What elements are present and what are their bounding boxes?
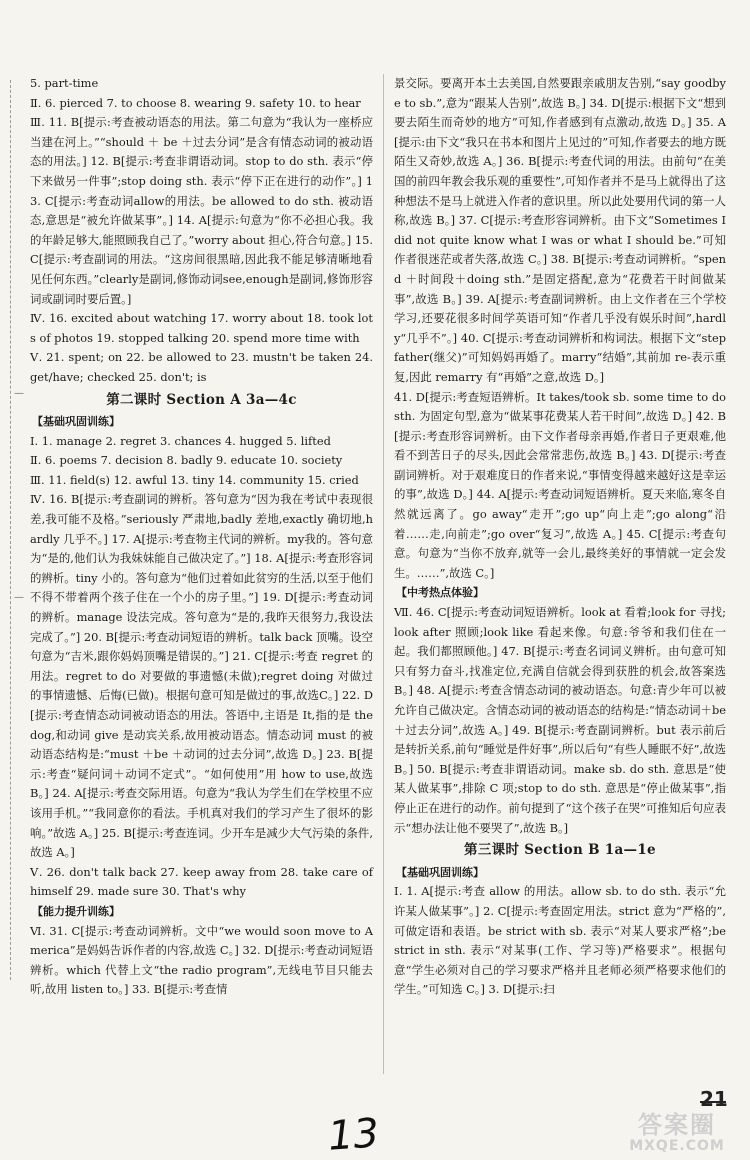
section-exam-hotspot: 【中考热点体验】	[396, 586, 484, 600]
answer-para: Ⅲ. 11. field(s) 12. awful 13. tiny 14. community 15. cried	[30, 472, 359, 487]
answer-para: 5. part-time	[30, 76, 99, 90]
section-ability-training: 【能力提升训练】	[32, 904, 120, 918]
binding-dashed-line	[10, 80, 11, 980]
answer-para: Ⅳ. 16. excited about watching 17. worry about 18. took lots of photos 19. stopped talking 20. spend more time with	[30, 311, 373, 345]
answer-para: Ⅶ. 46. C[提示:考查动词短语辨析。look at 看着;look for 寻找;look after 照顾;look like 看起来像。句意:爷爷和我们住在一起。我们都照顾他。] 47. B[提示:考查名词词义辨析。由句意可知只有努力奋斗,找准定位,充满自信就会得到获胜的机会,故答案选 B。] 48. A[提示:考查含情态动词的被动语态。句意:青少年可以被允许自己做决定。含情态动词的被动语态的结构是:“情态动词＋be＋过去分词”,故选 A。] 49. B[提示:考查副词辨析。but 表示前后是转折关系,前句“睡觉是件好事”,所以后句“有些人睡眠不好”,故选 B。] 50. B[提示:考查非谓语动词。make sb. do sth. 意思是“使某人做某事”,排除 C 项;stop to do sth. 意思是“停止做某事”,指停止正在进行的动作。前句提到了“这个孩子在哭”可推知后句应表示“想办法让他不要哭了”,故选 B。]	[394, 605, 726, 835]
answer-para: Ⅵ. 31. C[提示:考查动词辨析。文中“we would soon move to America”是妈妈告诉作者的内容,故选 C。] 32. D[提示:考查动词短语辨析。which 代替上文“the radio program”,无线电节目只能去听,故用 listen to。] 33. B[提示:考查情	[30, 923, 373, 997]
answer-para: Ⅳ. 16. B[提示:考查副词的辨析。答句意为“因为我在考试中表现很差,我可能不及格。”seriously 严肃地,badly 差地,exactly 确切地,hardly 几乎不。] 17. A[提示:考查物主代词的辨析。my我的。答句意为“是的,他们认为我妹妹能自己做决定了。”] 18. A[提示:考查形容词的辨析。tiny 小的。答句意为“他们过着如此贫穷的生活,以至于他们不得不带着两个孩子住在一个小的房子里。”] 19. D[提示:考查动词的辨析。manage 设法完成。答句意为“是的,我昨天很努力,我设法完成了。”] 20. B[提示:考查动词短语的辨析。talk back 顶嘴。设空句意为“吉米,跟你妈妈顶嘴是错误的。”] 21. C[提示:考查 regret 的用法。regret to do 对要做的事遗憾(未做);regret doing 对做过的事情遗憾、后悔(已做)。根据句意可知是做过的事,故选C。] 22. D[提示:考查情态动词被动语态的用法。答语中,主语是 It,指的是 the dog,和动词 give 是动宾关系,故用被动语态。情态动词 must 的被动语态结构是:“must ＋be ＋动词的过去分词”,故选 D。] 23. B[提示:考查“疑问词＋动词不定式”。“如何使用”用 how to use,故选 B。] 24. A[提示:考查交际用语。句意为“我认为学生们在学校里不应该用手机。”“我同意你的看法。手机真对我们的学习产生了很坏的影响。”故选 A。] 25. B[提示:考查连词。少开车是减少大气污染的条件,故选 A。]	[30, 492, 373, 860]
answer-para: Ⅲ. 11. B[提示:考查被动语态的用法。第二句意为“我认为一座桥应当建在河上。”“should ＋ be ＋过去分词”是含有情态动词的被动语态的用法。] 12. B[提示:考查非谓语动词。stop to do sth. 表示“停下来做另一件事”;stop doing sth. 表示“停下正在进行的动作”。] 13. C[提示:考查动词allow的用法。be allowed to do sth. 被动语态,意思是“被允许做某事”。] 14. A[提示:句意为“你不必担心我。我的年龄足够大,能照顾我自己了。”worry about 担心,符合句意。] 15. C[提示:考查副词的用法。“这房间很黑暗,因此我不能足够清晰地看见任何东西。”clearly是副词,修饰动词see,enough是副词,修饰形容词或副词时要后置。]	[30, 115, 373, 306]
answer-para: Ⅱ. 6. pierced 7. to choose 8. wearing 9. safety 10. to hear	[30, 95, 361, 110]
answer-para: Ⅱ. 6. poems 7. decision 8. badly 9. educate 10. society	[30, 453, 343, 468]
answer-para: Ⅰ. 1. manage 2. regret 3. chances 4. hugged 5. lifted	[30, 433, 331, 448]
column-divider	[383, 74, 384, 1074]
watermark-glyphs: 答案圈	[638, 1111, 716, 1139]
left-column	[30, 74, 373, 1000]
answer-para: Ⅴ. 21. spent; on 22. be allowed to 23. mustn't be taken 24. get/have; checked 25. don't; is	[30, 350, 373, 384]
watermark-logo	[612, 1112, 742, 1154]
answer-para: Ⅴ. 26. don't talk back 27. keep away from 28. take care of himself 29. made sure 30. That's why	[30, 864, 373, 899]
binding-mark: —	[14, 388, 24, 399]
page-number: 21	[700, 1087, 728, 1111]
lesson-2-title: 第二课时 Section A 3a—4c	[106, 391, 297, 408]
binding-mark: —	[14, 592, 24, 603]
handwritten-number: 13	[326, 1110, 381, 1160]
answer-para: 景交际。要离开本土去美国,自然要跟亲戚朋友告别,“say goodbye to sb.”,意为“跟某人告别”,故选 B。] 34. D[提示:根据下文“想到要去陌生而奇妙的地方”可知,作者感到有点激动,故选 D。] 35. A[提示:由下文“我只在书本和图片上见过的”可知,作者要去的地方既陌生又奇妙,故选 A。] 36. B[提示:考查代词的用法。由前句“在美国的前四年教会我乐观的重要性”,可知作者并不是马上就得出了这种想法不是马上就进入作者的意识里。所以此处要用代词的第一人称,故选 B。] 37. C[提示:考查形容词辨析。由下文“Sometimes I did not quite know what I was or what I should be.”可知作者很迷茫或者失落,故选 C。] 38. B[提示:考查动词辨析。“spend ＋时间段＋doing sth.”是固定搭配,意为“花费若干时间做某事”,故选 B。] 39. A[提示:考查副词辨析。由上文作者在三个学校学习,还要花很多时间学英语可知“作者几乎没有娱乐时间”,hardly“几乎不”。] 40. C[提示:考查动词辨析和构词法。根据下文“stepfather(继父)”可知妈妈再婚了。marry“结婚”,其前加 re-表示重复,因此 remarry 有“再婚”之意,故选 D。]	[394, 76, 726, 384]
answer-para: 41. D[提示:考查短语辨析。It takes/took sb. some time to do sth. 为固定句型,意为“做某事花费某人若干时间”,故选 D。] 42. B[提示:考查形容词辨析。由下文作者母亲再婚,作者日子更艰难,他看不到苦日子的尽头,因此会常常悲伤,故选 B。] 43. D[提示:考查副词辨析。对于艰难度日的作者来说,“事情变得越来越好这是幸运的事”,故选 D。] 44. A[提示:考查动词短语辨析。夏天来临,寒冬自然就远离了。go away“走开”;go up“向上走”;go along“沿着……走,向前走”;go over“复习”,故选 A。] 45. C[提示:考查句意。句意为“当你不放弃,就等一会儿,最终美好的事情就一定会发生。……”,故选 C。]	[394, 389, 726, 580]
right-column	[394, 74, 726, 1000]
lesson-3-title: 第三课时 Section B 1a—1e	[464, 842, 656, 859]
watermark-url: MXQE.COM	[629, 1138, 725, 1154]
answer-para: Ⅰ. 1. A[提示:考查 allow 的用法。allow sb. to do sth. 表示“允许某人做某事”。] 2. C[提示:考查固定用法。strict 意为“严格的”,可做定语和表语。be strict with sb. 表示“对某人要求严格”;be strict in sth. 表示“对某事(工作、学习等)严格要求”。根据句意“学生必须对自己的学习要求严格并且老师必须严格要求他们的学生。”可知选 C。] 3. D[提示:扫	[394, 884, 726, 997]
section-basic-training: 【基础巩固训练】	[32, 415, 120, 429]
section-basic-training-2: 【基础巩固训练】	[396, 865, 484, 879]
